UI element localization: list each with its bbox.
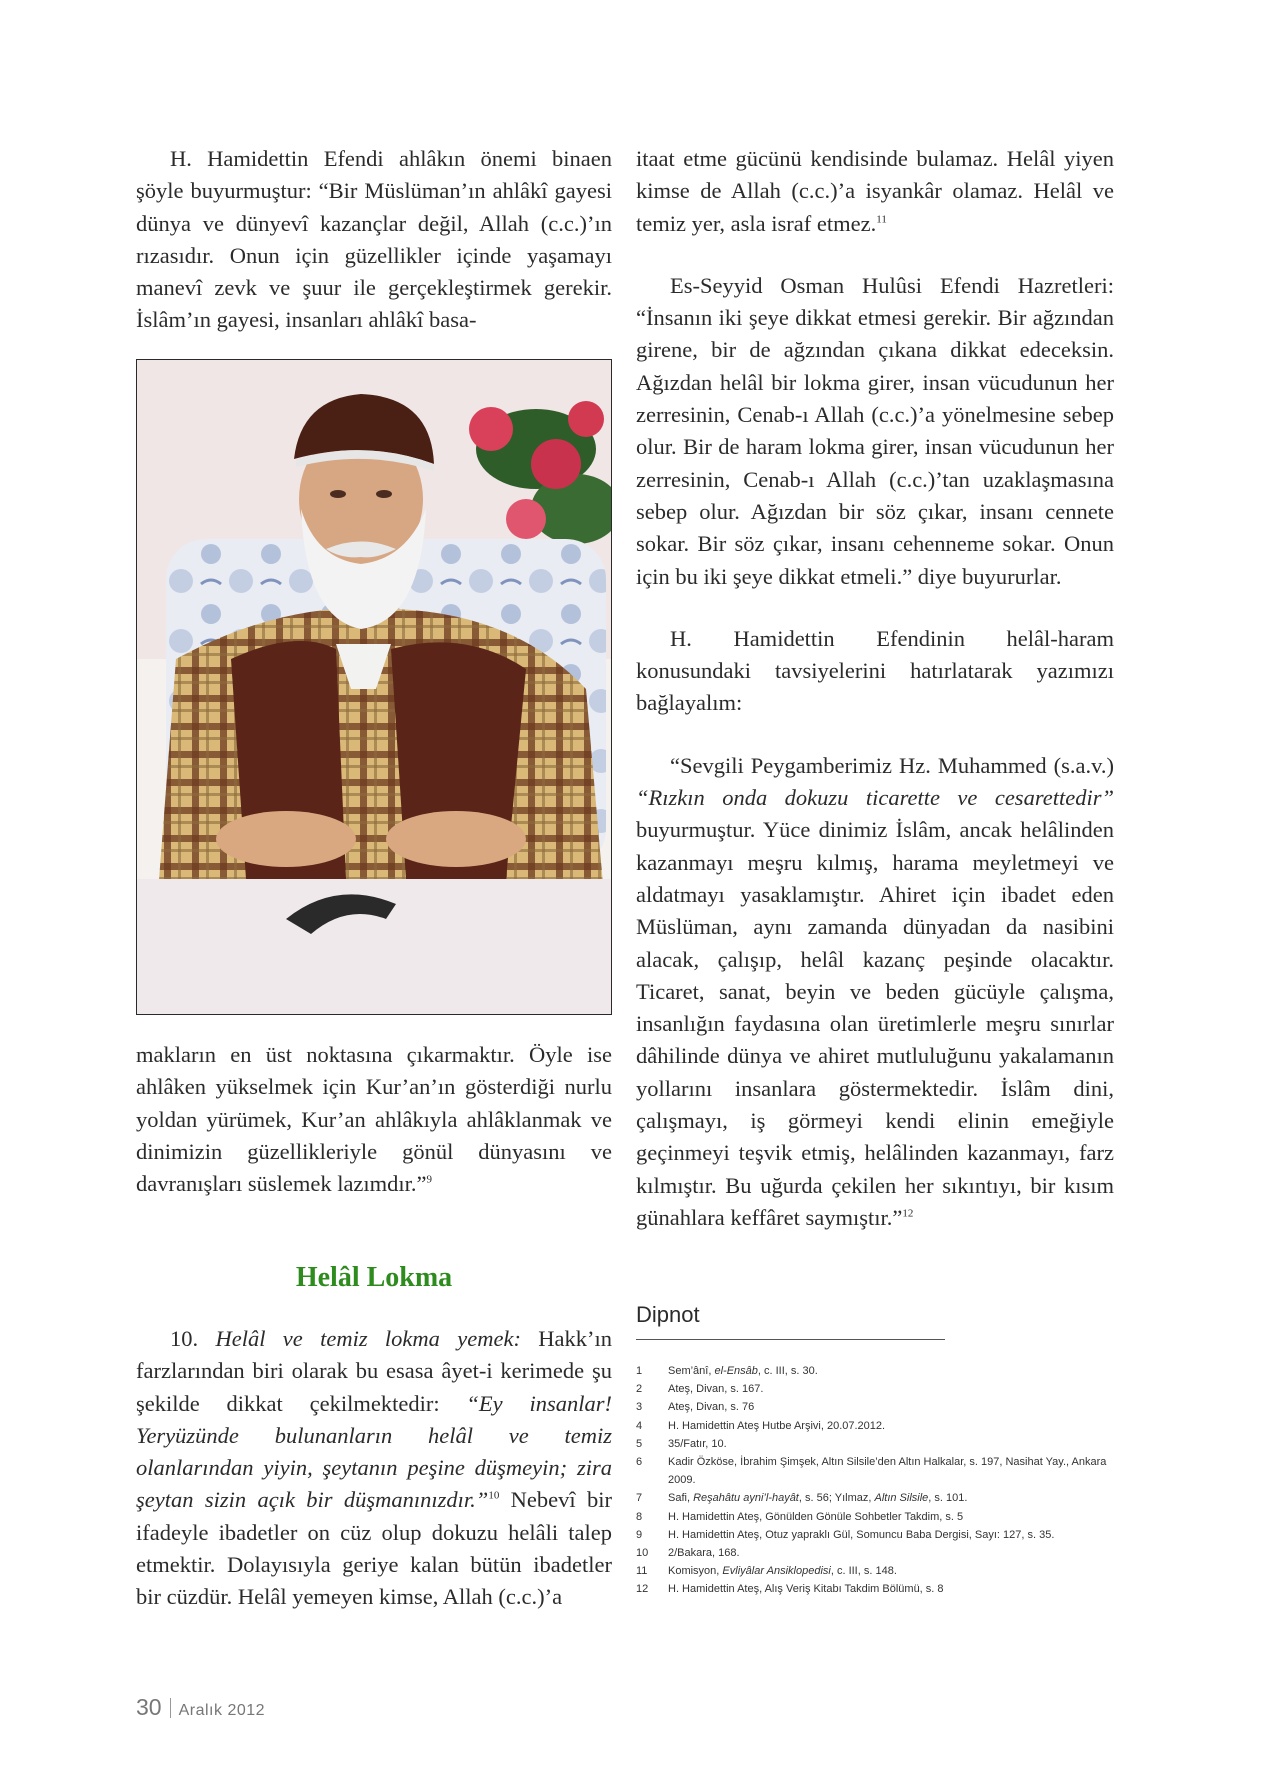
- footnotes-list: [636, 1362, 1114, 1599]
- footnote-item: [636, 1435, 1114, 1453]
- hadith-quote: “Rızkın onda dokuzu ticarette ve cesarettedir”: [636, 785, 1114, 811]
- ticaret-text-b: buyurmuştur. Yüce dinimiz İslâm, ancak helâlinden kazanmayı meşru kılmış, harama meyletmeyi ve aldatmayı yasaklamıştır. Ahiret için ibadet eden Müslüman, aynı zamanda dünyadan da nasibini alacak, çalışıp, helâl kazanç peşinde olacaktır. Ticaret, sanat, beyin ve beden gücüyle çalışma, insanlığın faydasına olan üretimlerle meşru sınırlar dâhilinde dünya ve ahiret mutluluğunu yakalamanın yollarını insanlara göstermektedir. İslâm dini, çalışmayı, iş görmeyi kendi elinin emeğiyle geçinmeyi teşvik etmiş, helâlinden kazanmayı, farz kılmıştır. Bu uğurda çekilen her sıkıntıyı, bir kısım günahlara keffâret saymıştır.”: [636, 817, 1114, 1230]
- footnote-item: [636, 1526, 1114, 1544]
- footnote-item: [636, 1398, 1114, 1416]
- footnote-text: Ateş, Divan, s. 167.: [668, 1383, 764, 1396]
- footnote-number: 5: [636, 1437, 643, 1450]
- paragraph-helal-lokma: [136, 1323, 612, 1614]
- footnote-number: 12: [636, 1583, 649, 1596]
- footnote-ref-9[interactable]: 9: [426, 1173, 433, 1186]
- ayet-quote: “Ey insanlar! Yeryüzünde bulunanların helâl ve temiz olanlarından yiyin, şeytanın peşine düşmeyin; zira şeytan sizin açık bir düşmanınızdır.”: [136, 1390, 612, 1513]
- footnote-number: 6: [636, 1456, 643, 1469]
- footnote-text: H. Hamidettin Ateş, Alış Veriş Kitabı Takdim Bölümü, s. 8: [668, 1583, 944, 1596]
- body-text: Hakk’ın farzlarından biri olarak bu esasa âyet-i kerimede şu şekilde dikkat çekilmektedir:: [136, 1326, 613, 1416]
- footnote-item: [636, 1562, 1114, 1580]
- footnote-number: 8: [636, 1510, 643, 1523]
- page-number: 30: [136, 1694, 162, 1720]
- body-text-rest: Nebevî bir ifadeyle ibadetler on cüz olup dokuzu helâli talep etmektir. Dolayısıyla geriye kalan bütün ibadetler bir cüzdür. Helâl yemeyen kimse, Allah (c.c.)’a: [136, 1487, 612, 1610]
- footnote-item: [636, 1362, 1114, 1380]
- issue-date: Aralık 2012: [178, 1702, 266, 1719]
- footnote-number: 2: [636, 1383, 643, 1396]
- footer-separator: [170, 1698, 171, 1718]
- continuation-text: makların en üst noktasına çıkarmaktır. Öyle ise ahlâken yükselmek için Kur’an’ın gösterdiği nurlu yoldan yürümek, Kur’an ahlâkıyla ahlâklanmak ve dinimizin güzellikleriyle gönül dünyasını ve davranışları süslemek lazımdır.”: [136, 1042, 612, 1197]
- footnote-item: [636, 1489, 1114, 1507]
- footnote-text: H. Hamidettin Ateş, Otuz yapraklı Gül, Somuncu Baba Dergisi, Sayı: 127, s. 35.: [668, 1528, 1055, 1541]
- paragraph-israf: [636, 143, 1114, 240]
- footnote-ref-10[interactable]: 10: [488, 1489, 500, 1502]
- footnote-item: [636, 1580, 1114, 1598]
- footnote-text: Sem’ânî, el-Ensâb, c. III, s. 30.: [668, 1365, 818, 1377]
- item-number: 10.: [170, 1326, 216, 1351]
- paragraph-tavsiye: H. Hamidettin Efendinin helâl-haram konusundaki tavsiyelerini hatırlatarak yazımızı bağlayalım:: [636, 625, 1114, 716]
- footnote-item: [636, 1508, 1114, 1526]
- footnote-text: Kadir Özköse, İbrahim Şimşek, Altın Silsile’den Altın Halkalar, s. 197, Nasihat Yay., Ankara 2009.: [668, 1456, 1107, 1487]
- footnote-ref-12[interactable]: 12: [902, 1207, 914, 1220]
- footnote-text: H. Hamidettin Ateş, Gönülden Gönüle Sohbetler Takdim, s. 5: [668, 1510, 964, 1523]
- ticaret-text-a: “Sevgili Peygamberimiz Hz. Muhammed (s.a.v.): [670, 752, 1114, 778]
- footnote-item: [636, 1417, 1114, 1435]
- portrait-photo: [136, 359, 612, 1015]
- footnote-number: 10: [636, 1547, 649, 1560]
- footnote-item: [636, 1544, 1114, 1562]
- footnote-text: H. Hamidettin Ateş Hutbe Arşivi, 20.07.2012.: [668, 1419, 886, 1432]
- footnote-number: 9: [636, 1528, 643, 1541]
- paragraph-ticaret: [636, 750, 1114, 1234]
- paragraph-intro: H. Hamidettin Efendi ahlâkın önemi binaen şöyle buyurmuştur: “Bir Müslüman’ın ahlâkî gayesi dünya ve dünyevî kazançlar değil, Allah (c.c.)’ın rızasıdır. Onun için güzellikler içinde yaşamayı manevî zevk ve şuur ile gerçekleştirmek gerekir. İslâm’ın gayesi, insanları ahlâkî basa-: [136, 146, 612, 333]
- footnotes-divider: [636, 1339, 945, 1340]
- paragraph-osman-hulusi: Es-Seyyid Osman Hulûsi Efendi Hazretleri: “İnsanın iki şeye dikkat etmesi gerekir. Bir ağzından girene, bir de ağzından çıkana dikkat edeceksin. Ağızdan helâl bir lokma girer, insan vücudunun her zerresinin, Cenab-ı Allah (c.c.)’a yönelmesine sebep olur. Bir de haram lokma girer, insan vücudunun her zerresinin, Cenab-ı Allah (c.c.)’tan uzaklaşmasına sebep olur. Ağızdan bir söz çıkar, insanı cennete sokar. Bir söz çıkar, insanı cehenneme sokar. Onun için bu iki şeye dikkat etmeli.” diye buyururlar.: [636, 272, 1114, 589]
- section-heading: Helâl Lokma: [295, 1262, 453, 1293]
- italic-title: Helâl ve temiz lokma yemek:: [215, 1326, 521, 1351]
- footnote-number: 4: [636, 1419, 643, 1432]
- footnote-ref-11[interactable]: 11: [876, 213, 887, 226]
- left-column-bottom: [136, 1039, 612, 1200]
- footnote-text: Safi, Reşahâtu ayni’l-hayât, s. 56; Yılmaz, Altın Silsile, s. 101.: [668, 1492, 968, 1505]
- footnote-number: 11: [636, 1565, 648, 1578]
- footnote-text: 35/Fatır, 10.: [668, 1437, 727, 1450]
- israf-text: itaat etme gücünü kendisinde bulamaz. Helâl yiyen kimse de Allah (c.c.)’a isyankâr olamaz. Helâl ve temiz yer, asla israf etmez.: [636, 146, 1114, 236]
- left-column-top: [136, 143, 612, 337]
- paragraph-continuation: [136, 1039, 612, 1200]
- footnote-number: 7: [636, 1492, 643, 1505]
- footnote-number: 3: [636, 1401, 643, 1414]
- footnote-text: Komisyon, Evliyâlar Ansiklopedisi, c. III, s. 148.: [668, 1565, 897, 1578]
- footnote-item: [636, 1453, 1114, 1489]
- right-column: [636, 143, 1114, 1234]
- footnote-text: Ateş, Divan, s. 76: [668, 1401, 755, 1414]
- footnotes-title: Dipnot: [636, 1302, 700, 1327]
- left-column-section: [136, 1323, 612, 1614]
- footnote-number: 1: [636, 1365, 643, 1377]
- footnote-item: [636, 1380, 1114, 1398]
- page-footer: [136, 1694, 265, 1721]
- footnote-text: 2/Bakara, 168.: [668, 1547, 740, 1560]
